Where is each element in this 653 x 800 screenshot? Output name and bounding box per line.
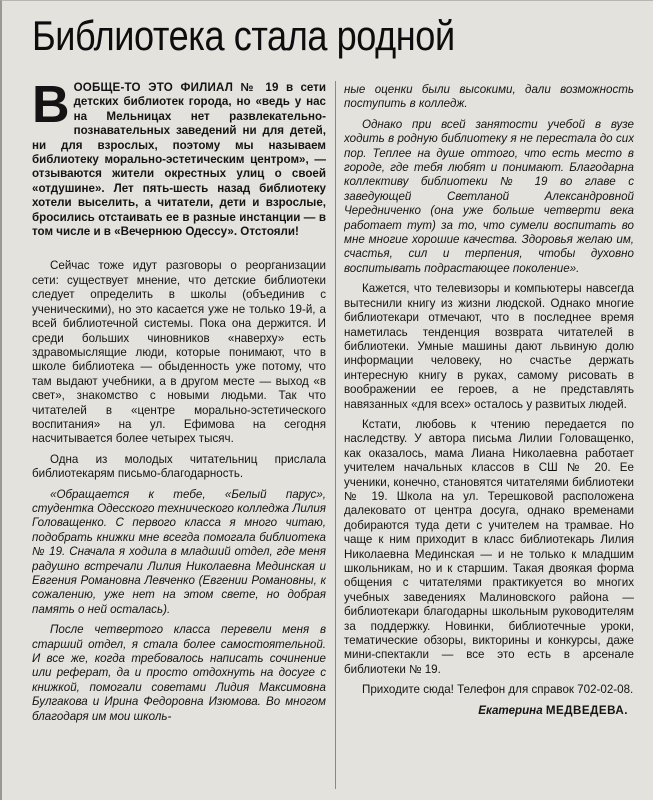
article-column-right — [344, 83, 634, 795]
paragraph-tv-computers: Кажется, что телевизоры и компьютеры навсегда вытеснили книгу из жизни людской. Однако многие библиотекари отмечают, что в последнее время наметилась тенденция возврата читателей в библиотеки. Умные машины дают львиную долю информации человеку, но счастье держать интересную книгу в руках, самому рисовать в воображении ее героев, а не представлять навязанных «для всех» осталось у развитых людей. — [344, 282, 634, 411]
lead-paragraph — [32, 81, 326, 239]
paragraph-letter-3: ные оценки были высокими, дали возможность поступить в колледж. — [344, 83, 634, 111]
paragraph-reorganization: Сейчас тоже идут разговоры о реорганизации сети: существует мнение, что детские библиотеки следует определить в школы (объединив с ученическими), но это касается уже не только 19-й, а всей библиотечной системы. Пока она держится. И среди больших чиновников «наверху» есть здравомыслящие люди, которые понимают, что в школе библиотека — обыденность уже потому, что там выдают учебники, а в другом месте — выход «в свет», знакомство с новыми людьми. Так что читателей в «центре морально-эстетического воспитания» на ул. Ефимова на сегодня насчитывается более четырех тысяч. — [32, 259, 326, 446]
paragraph-letter-1: «Обращается к тебе, «Белый парус», студентка Одесского технического колледжа Лилия Головащенко. С первого класса я много читаю, подобрать книжки мне всегда помогала библиотека № 19. Сначала я ходила в младший отдел, где меня радушно встречали Лилия Николаевна Мединская и Евгения Романовна Левченко (Евгении Романовны, к сожалению, уже нет на этом свете, но добрая память о ней осталась). — [32, 487, 326, 616]
lead-text: в сети детских библиотек города, но «ведь у нас на Мельницах нет развлекательно-познавательных заведений ни для детей, ни для взрослых, поэтому мы называем библиотеку морально-эстетическим центром», — отзываются жители окрестных улиц о своей «отдушине». Лет пять-шесть назад библиотеку хотели выселить, а читатели, дети и взрослые, бросились отстаивать ее в разные инстанции — в том числе и в «Вечернюю Одессу». Отстояли! — [32, 81, 326, 239]
paragraph-heritage: Кстати, любовь к чтению передается по наследству. У автора письма Лилии Головащенко, как оказалось, мама Лиана Николаевна работает учителем начальных классов в СШ № 20. Ее ученики, конечно, становятся читателями библиотеки № 19. Школа на ул. Терешковой расположена далековато от центра досуга, однако временами добираются туда дети с учителем на трамвае. Но чаще к ним приходит в класс библиотекарь Лилия Николаевна Мединская — и не только к младшим школьникам, но и к старшим. Такая двоякая форма общения с читателями практикуется во многих учебных заведениях Малиновского района — библиотекари благодарны школьным руководителям за поддержку. Новинки, библиотечные уроки, тематические обзоры, викторины и конкурсы, даже мини-спектакли — все это есть в арсенале библиотеки № 19. — [344, 417, 634, 676]
author-signature — [344, 704, 634, 718]
article-headline: Библиотека стала родной — [32, 12, 455, 59]
paragraph-spacer — [32, 245, 326, 259]
paragraph-contact: Приходите сюда! Телефон для справок 702-02-08. — [362, 683, 634, 697]
paragraph-letter-2: После четвертого класса перевели меня в старший отдел, я стала более самостоятельной. И все же, когда требовалось написать сочинение или реферат, да и просто отдохнуть на досуге с книжкой, помогали советами Лидия Максимовна Булгакова и Ирина Федоровна Изюмова. Во многом благодаря им мои школь- — [32, 623, 326, 723]
author-first-name: Екатерина — [478, 703, 546, 717]
column-divider — [335, 81, 336, 789]
paragraph-letter-4: Однако при всей занятости учебой в вузе ходить в родную библиотеку я не перестала до сих пор. Теплее на душе оттого, что есть место в городе, где тебя любят и понимают. Благодарна коллективу библиотеки № 19 во главе с заведующей Светланой Александровной Чередниченко (она уже больше четверти века работает тут) за то, что сумели воспитать во мне многие хорошие качества. Здоровья желаю им, счастья, сил и терпения, чтобы духовно воспитывать подрастающее поколение». — [344, 117, 634, 275]
paragraph-letter-intro: Одна из молодых читательниц прислала библиотекарям письмо-благодарность. — [32, 452, 326, 481]
lead-caps: ООБЩЕ-ТО ЭТО ФИЛИАЛ № 19 — [73, 81, 279, 94]
author-surname: МЕДВЕДЕВА. — [545, 703, 628, 717]
drop-cap: В — [32, 81, 70, 134]
article-column-left — [32, 81, 326, 793]
